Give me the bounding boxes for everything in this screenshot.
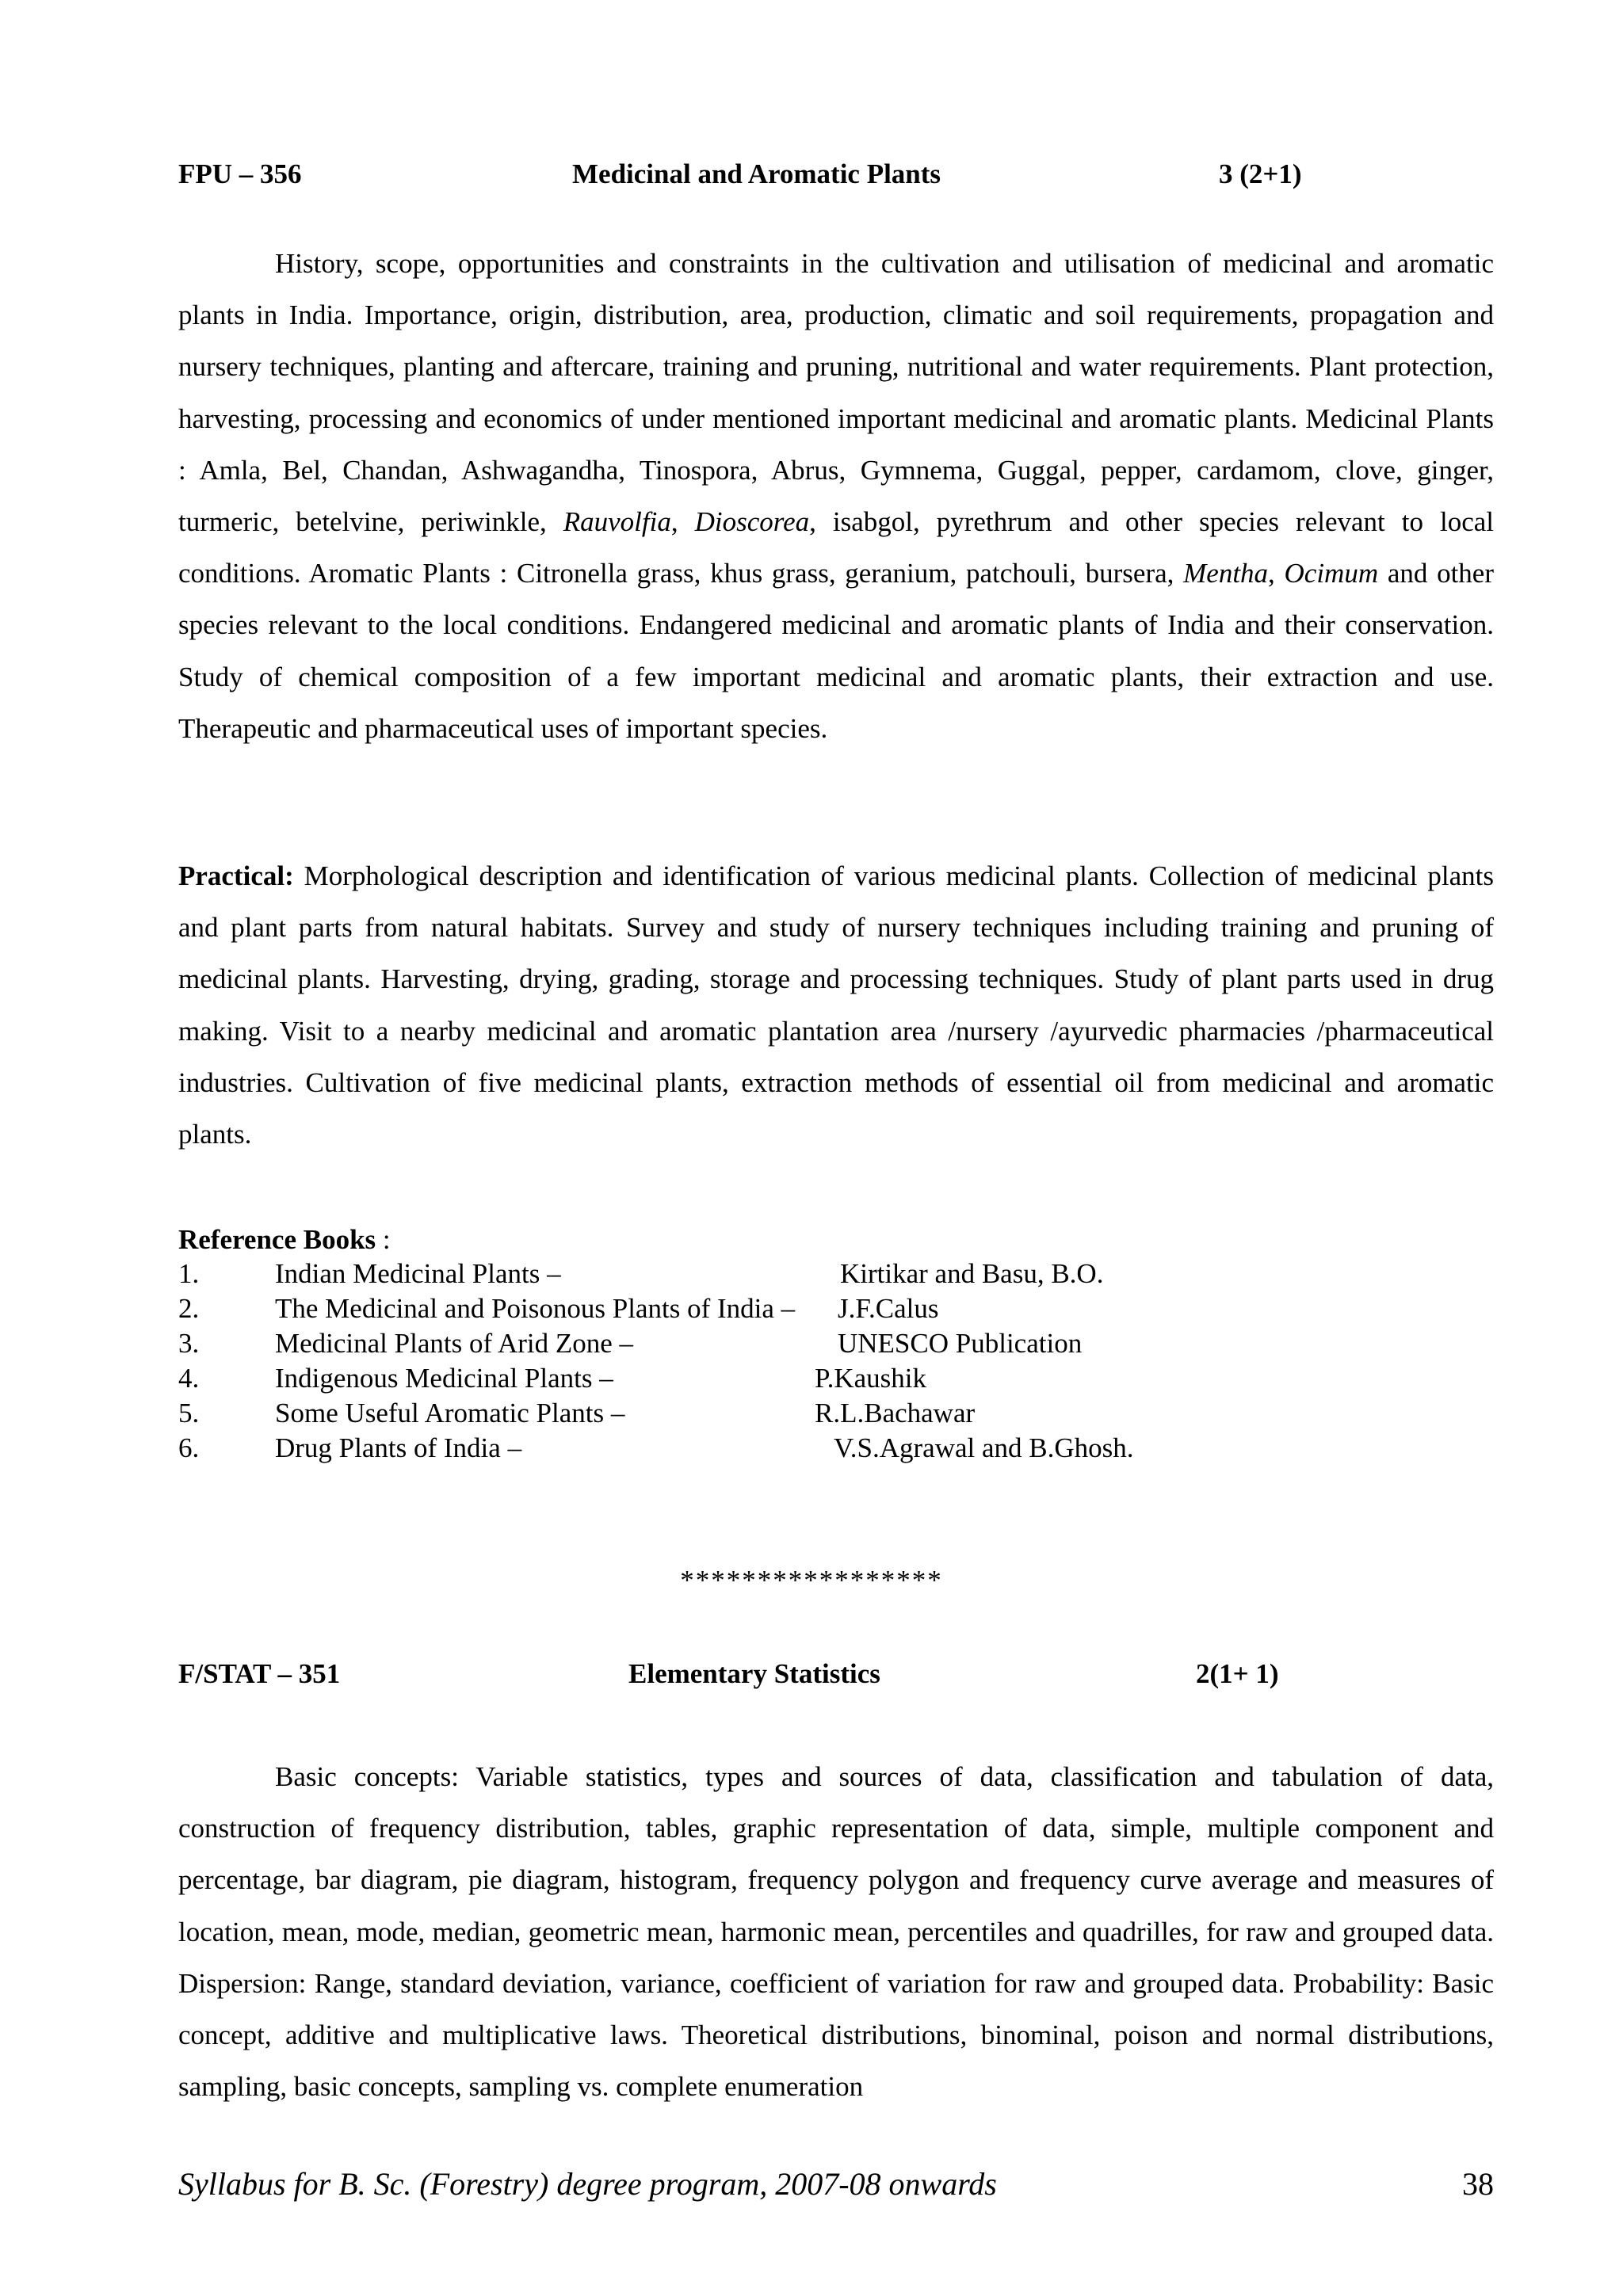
- reference-author: P.Kaushik: [815, 1363, 926, 1394]
- reference-number: 6.: [178, 1432, 200, 1463]
- course-credits: 3 (2+1): [1219, 158, 1302, 189]
- course-title: Medicinal and Aromatic Plants: [572, 158, 941, 189]
- reference-title: Indian Medicinal Plants –: [275, 1258, 561, 1289]
- theory-segment: ,: [1268, 558, 1285, 589]
- footer-text: Syllabus for B. Sc. (Forestry) degree program, 2007-08 onwards: [178, 2166, 997, 2202]
- practical-label: Practical:: [178, 860, 294, 891]
- theory-text: Basic concepts: Variable statistics, types and sources of data, classification and tabulation of data, construction of frequency distribution, tables, graphic representation of data, simple, multiple component and percentage, bar diagram, pie diagram, histogram, frequency polygon and frequency curve average and measures of location, mean, mode, median, geometric mean, harmonic mean, percentiles and quadrilles, for raw and grouped data. Dispersion: Range, standard deviation, variance, coefficient of variation for raw and grouped data. Probability: Basic concept, additive and multiplicative laws. Theoretical distributions, binominal, poison and normal distributions, sampling, basic concepts, sampling vs. complete enumeration: [178, 1761, 1494, 2103]
- species-name: Dioscorea: [694, 506, 810, 538]
- course-description: [178, 1751, 1494, 2112]
- course-heading: [178, 158, 1494, 198]
- course-description: [178, 238, 1494, 754]
- reference-author: Kirtikar and Basu, B.O.: [840, 1258, 1104, 1289]
- course-code: FPU – 356: [178, 158, 302, 189]
- reference-title: Indigenous Medicinal Plants –: [275, 1363, 613, 1394]
- reference-books-heading: [178, 1224, 391, 1256]
- theory-segment: , isabgol, pyrethrum and other species relevant to local conditions. Aromatic Plants : Citronella grass, khus grass, geranium, patchouli, bursera,: [178, 506, 1494, 589]
- reference-author: J.F.Calus: [838, 1293, 939, 1324]
- reference-item: [178, 1432, 1367, 1467]
- species-name: Ocimum: [1284, 558, 1379, 589]
- section-separator: *****************: [680, 1565, 943, 1596]
- species-name: Mentha: [1183, 558, 1269, 589]
- reference-books-colon: :: [376, 1224, 391, 1255]
- reference-item: [178, 1328, 1367, 1363]
- reference-author: V.S.Agrawal and B.Ghosh.: [834, 1432, 1134, 1463]
- theory-text: [178, 248, 1494, 744]
- course-title: Elementary Statistics: [628, 1658, 880, 1689]
- reference-number: 2.: [178, 1293, 200, 1324]
- course-credits: 2(1+ 1): [1196, 1658, 1279, 1689]
- reference-number: 5.: [178, 1398, 200, 1428]
- reference-title: Drug Plants of India –: [275, 1432, 522, 1463]
- reference-item: [178, 1293, 1367, 1328]
- page-number: 38: [1462, 2166, 1494, 2202]
- reference-item: [178, 1258, 1367, 1293]
- reference-number: 3.: [178, 1328, 200, 1359]
- reference-books-label: Reference Books: [178, 1224, 376, 1255]
- species-name: Rauvolfia: [563, 506, 671, 538]
- reference-author: UNESCO Publication: [838, 1328, 1083, 1359]
- reference-item: [178, 1363, 1367, 1398]
- reference-item: [178, 1398, 1367, 1432]
- practical-description: [178, 850, 1494, 1160]
- theory-segment: History, scope, opportunities and constraints in the cultivation and utilisation of medicinal and aromatic plants in India. Importance, origin, distribution, area, production, climatic and soil requirements, propagation and nursery techniques, planting and aftercare, training and pruning, nutritional and water requirements. Plant protection, harvesting, processing and economics of under mentioned important medicinal and aromatic plants. Medicinal Plants : Amla, Bel, Chandan, Ashwagandha, Tinospora, Abrus, Gymnema, Guggal, pepper, cardamom, clove, ginger, turmeric, betelvine, periwinkle,: [178, 248, 1494, 538]
- reference-number: 4.: [178, 1363, 200, 1394]
- page-footer: [178, 2165, 1494, 2205]
- course-heading: [178, 1658, 1494, 1698]
- reference-author: R.L.Bachawar: [815, 1398, 976, 1428]
- course-code: F/STAT – 351: [178, 1658, 341, 1689]
- reference-title: Medicinal Plants of Arid Zone –: [275, 1328, 634, 1359]
- theory-segment: and other species relevant to the local conditions. Endangered medicinal and aromatic plants of India and their conservation. Study of chemical composition of a few important medicinal and aromatic plants, their extraction and use. Therapeutic and pharmaceutical uses of important species.: [178, 558, 1494, 744]
- theory-segment: ,: [670, 506, 695, 538]
- reference-number: 1.: [178, 1258, 200, 1289]
- reference-title: Some Useful Aromatic Plants –: [275, 1398, 625, 1428]
- reference-title: The Medicinal and Poisonous Plants of India –: [275, 1293, 796, 1324]
- practical-text: Morphological description and identification of various medicinal plants. Collection of medicinal plants and plant parts from natural habitats. Survey and study of nursery techniques including training and pruning of medicinal plants. Harvesting, drying, grading, storage and processing techniques. Study of plant parts used in drug making. Visit to a nearby medicinal and aromatic plantation area /nursery /ayurvedic pharmacies /pharmaceutical industries. Cultivation of five medicinal plants, extraction methods of essential oil from medicinal and aromatic plants.: [178, 860, 1494, 1150]
